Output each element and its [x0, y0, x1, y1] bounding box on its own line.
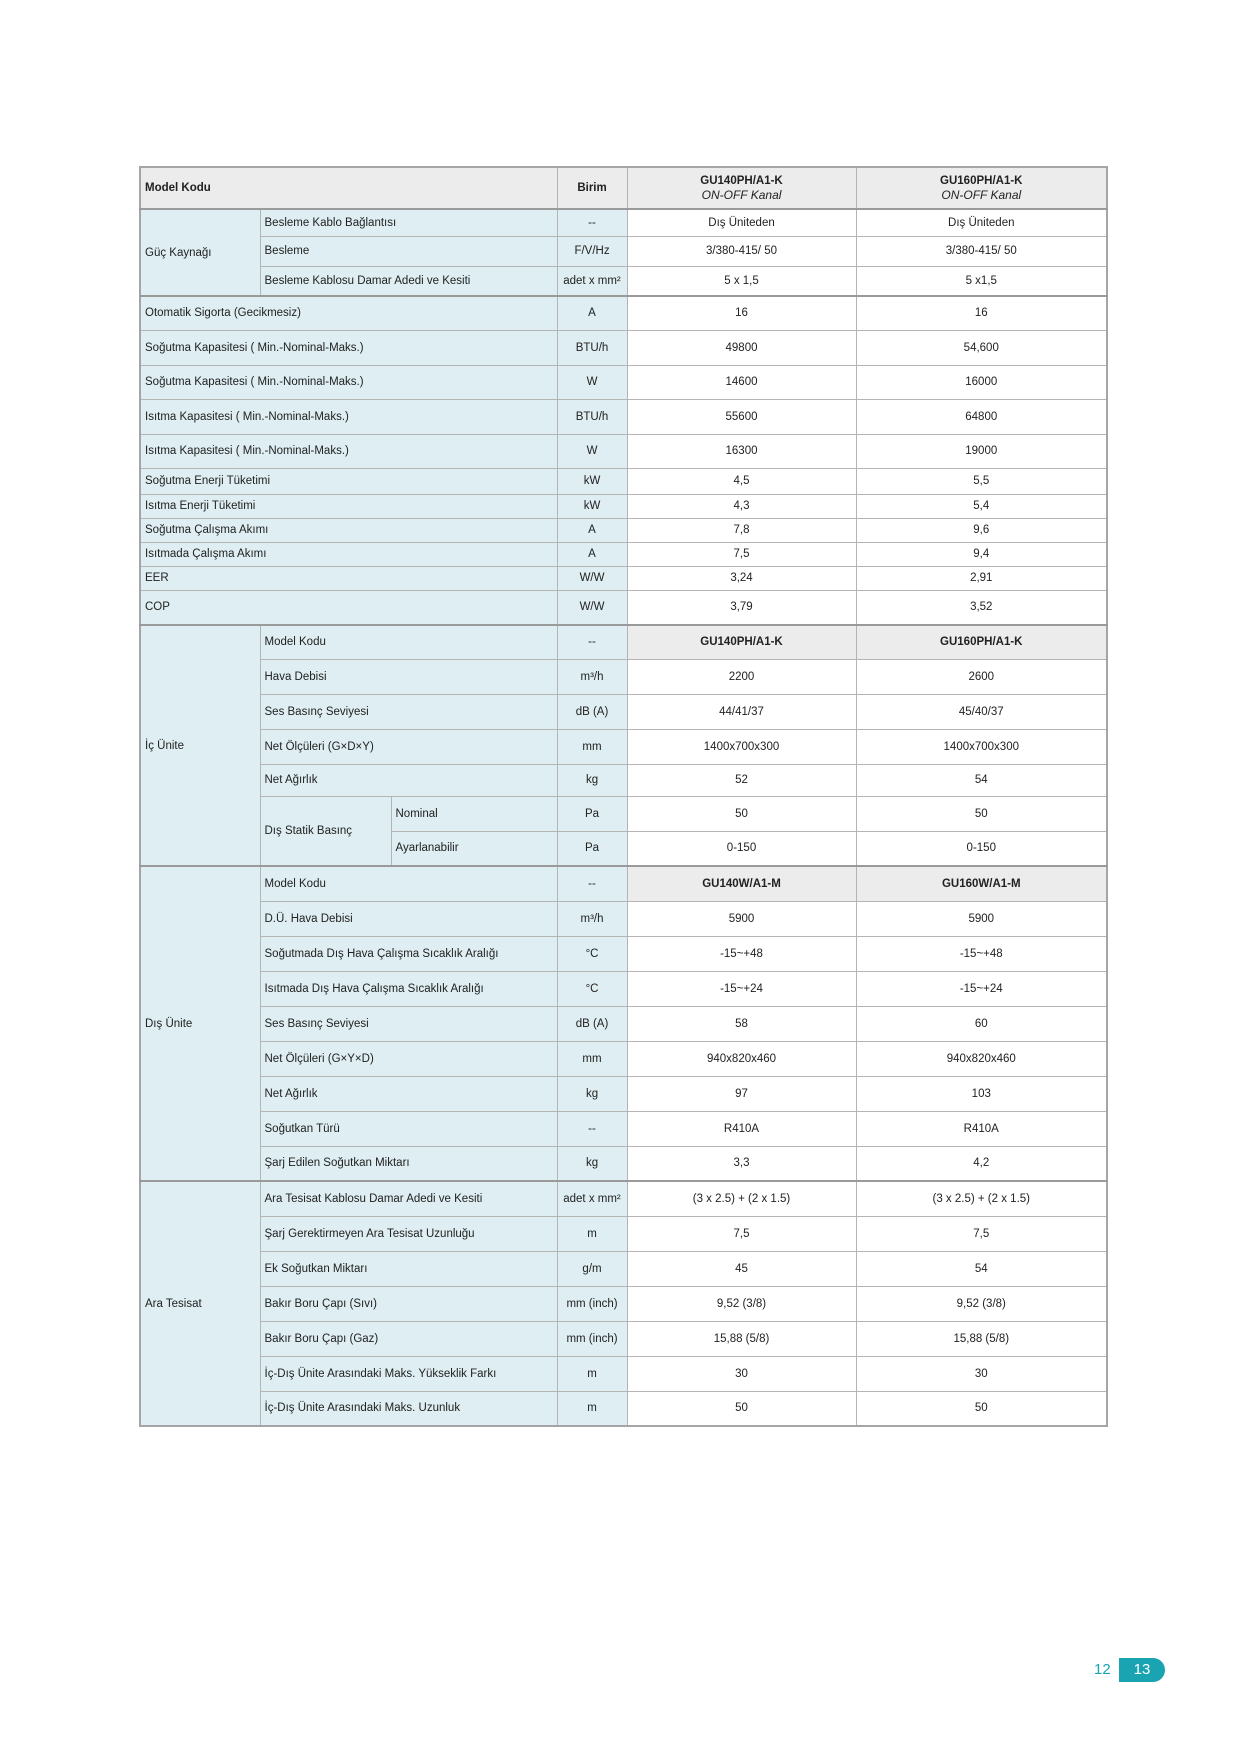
value-cell: 9,6: [856, 518, 1107, 542]
model-2-header: [856, 167, 1107, 209]
unit-cell: kW: [557, 494, 627, 518]
row-label: Model Kodu: [260, 866, 557, 901]
value-cell: 7,8: [627, 518, 856, 542]
value-cell: 7,5: [627, 1216, 856, 1251]
unit-cell: A: [557, 542, 627, 566]
row-label: Dış Statik Basınç: [260, 796, 391, 866]
value-cell: 7,5: [627, 542, 856, 566]
row-label: Soğutmada Dış Hava Çalışma Sıcaklık Aralığı: [260, 936, 557, 971]
value-cell: 16300: [627, 434, 856, 468]
row-label: Ses Basınç Seviyesi: [260, 694, 557, 729]
value-cell: 2,91: [856, 566, 1107, 590]
value-cell: 4,5: [627, 468, 856, 494]
table-row: [140, 1181, 1107, 1216]
table-row: [140, 1251, 1107, 1286]
row-label: Soğutma Kapasitesi ( Min.-Nominal-Maks.): [140, 330, 557, 365]
table-row: [140, 330, 1107, 365]
value-cell: R410A: [856, 1111, 1107, 1146]
table-row: [140, 365, 1107, 399]
value-cell: 940x820x460: [856, 1041, 1107, 1076]
row-label: Besleme: [260, 236, 557, 266]
row-label: Ek Soğutkan Miktarı: [260, 1251, 557, 1286]
value-cell: 3,24: [627, 566, 856, 590]
row-label: Ses Basınç Seviyesi: [260, 1006, 557, 1041]
value-cell: 30: [856, 1356, 1107, 1391]
unit-cell: A: [557, 296, 627, 330]
unit-cell: g/m: [557, 1251, 627, 1286]
value-cell: 4,2: [856, 1146, 1107, 1181]
value-cell: 0-150: [856, 831, 1107, 866]
value-cell: -15~+48: [856, 936, 1107, 971]
value-cell: 60: [856, 1006, 1107, 1041]
row-label: Isıtmada Çalışma Akımı: [140, 542, 557, 566]
value-cell: 52: [627, 764, 856, 796]
row-label: Net Ağırlık: [260, 1076, 557, 1111]
row-label: COP: [140, 590, 557, 625]
category-cell: İç Ünite: [140, 625, 260, 866]
value-cell: 14600: [627, 365, 856, 399]
specification-table-body: [140, 167, 1107, 1426]
row-label: Isıtma Kapasitesi ( Min.-Nominal-Maks.): [140, 399, 557, 434]
value-cell: 16000: [856, 365, 1107, 399]
table-row: [140, 866, 1107, 901]
value-cell: 2600: [856, 659, 1107, 694]
row-label: Soğutma Enerji Tüketimi: [140, 468, 557, 494]
table-row: [140, 590, 1107, 625]
model-code-cell: GU140PH/A1-K: [627, 625, 856, 659]
value-cell: 44/41/37: [627, 694, 856, 729]
unit-cell: mm (inch): [557, 1286, 627, 1321]
value-cell: 5900: [856, 901, 1107, 936]
table-row: [140, 971, 1107, 1006]
table-row: [140, 694, 1107, 729]
value-cell: 55600: [627, 399, 856, 434]
value-cell: Dış Üniteden: [627, 209, 856, 236]
unit-cell: °C: [557, 971, 627, 1006]
model-code-cell: GU160W/A1-M: [856, 866, 1107, 901]
value-cell: 50: [856, 796, 1107, 831]
table-row: [140, 901, 1107, 936]
value-cell: 45: [627, 1251, 856, 1286]
row-label: Hava Debisi: [260, 659, 557, 694]
row-label: EER: [140, 566, 557, 590]
table-row: [140, 1111, 1107, 1146]
value-cell: 58: [627, 1006, 856, 1041]
row-label: Net Ölçüleri (G×Y×D): [260, 1041, 557, 1076]
value-cell: 940x820x460: [627, 1041, 856, 1076]
table-row: [140, 236, 1107, 266]
model-1-type: ON-OFF Kanal: [701, 187, 782, 202]
unit-cell: °C: [557, 936, 627, 971]
row-label: Isıtmada Dış Hava Çalışma Sıcaklık Aralığı: [260, 971, 557, 1006]
table-row: [140, 1321, 1107, 1356]
table-row: [140, 796, 1107, 831]
value-cell: 5 x 1,5: [627, 266, 856, 296]
row-label: Soğutma Kapasitesi ( Min.-Nominal-Maks.): [140, 365, 557, 399]
unit-cell: Pa: [557, 831, 627, 866]
unit-cell: kg: [557, 1076, 627, 1111]
unit-cell: F/V/Hz: [557, 236, 627, 266]
value-cell: 4,3: [627, 494, 856, 518]
row-label: D.Ü. Hava Debisi: [260, 901, 557, 936]
table-row: [140, 1216, 1107, 1251]
unit-cell: W/W: [557, 566, 627, 590]
row-label: Net Ağırlık: [260, 764, 557, 796]
value-cell: 16: [856, 296, 1107, 330]
unit-cell: BTU/h: [557, 399, 627, 434]
value-cell: 5900: [627, 901, 856, 936]
value-cell: 9,52 (3/8): [856, 1286, 1107, 1321]
table-row: [140, 625, 1107, 659]
value-cell: 97: [627, 1076, 856, 1111]
row-label: Isıtma Enerji Tüketimi: [140, 494, 557, 518]
row-label: Net Ölçüleri (G×D×Y): [260, 729, 557, 764]
model-code-cell: GU160PH/A1-K: [856, 625, 1107, 659]
table-row: [140, 468, 1107, 494]
row-label: Model Kodu: [260, 625, 557, 659]
table-row: [140, 1076, 1107, 1111]
table-row: [140, 1146, 1107, 1181]
table-row: [140, 296, 1107, 330]
table-row: [140, 494, 1107, 518]
row-label: İç-Dış Ünite Arasındaki Maks. Yükseklik Farkı: [260, 1356, 557, 1391]
value-cell: -15~+24: [856, 971, 1107, 1006]
table-row: [140, 764, 1107, 796]
unit-cell: dB (A): [557, 1006, 627, 1041]
value-cell: 3/380-415/ 50: [856, 236, 1107, 266]
page-numbers: [1090, 1658, 1174, 1682]
value-cell: (3 x 2.5) + (2 x 1.5): [856, 1181, 1107, 1216]
unit-cell: --: [557, 625, 627, 659]
model-1-code: GU140PH/A1-K: [700, 174, 783, 187]
row-label: Soğutma Çalışma Akımı: [140, 518, 557, 542]
unit-cell: adet x mm²: [557, 266, 627, 296]
value-cell: 103: [856, 1076, 1107, 1111]
category-cell: Güç Kaynağı: [140, 209, 260, 296]
row-label: Otomatik Sigorta (Gecikmesiz): [140, 296, 557, 330]
unit-cell: --: [557, 866, 627, 901]
unit-cell: BTU/h: [557, 330, 627, 365]
value-cell: 16: [627, 296, 856, 330]
value-cell: 7,5: [856, 1216, 1107, 1251]
unit-cell: Pa: [557, 796, 627, 831]
table-row: [140, 518, 1107, 542]
value-cell: 5,4: [856, 494, 1107, 518]
value-cell: Dış Üniteden: [856, 209, 1107, 236]
table-row: [140, 399, 1107, 434]
unit-cell: W/W: [557, 590, 627, 625]
value-cell: 19000: [856, 434, 1107, 468]
unit-cell: dB (A): [557, 694, 627, 729]
row-label: Bakır Boru Çapı (Sıvı): [260, 1286, 557, 1321]
row-label: Ara Tesisat Kablosu Damar Adedi ve Kesiti: [260, 1181, 557, 1216]
row-label: Isıtma Kapasitesi ( Min.-Nominal-Maks.): [140, 434, 557, 468]
row-label: Bakır Boru Çapı (Gaz): [260, 1321, 557, 1356]
value-cell: 30: [627, 1356, 856, 1391]
value-cell: 49800: [627, 330, 856, 365]
value-cell: 50: [627, 1391, 856, 1426]
unit-cell: mm: [557, 729, 627, 764]
unit-cell: kg: [557, 764, 627, 796]
page-number-left: 12: [1094, 1661, 1111, 1678]
model-code-header: Model Kodu: [140, 167, 557, 209]
value-cell: 3,52: [856, 590, 1107, 625]
unit-cell: --: [557, 1111, 627, 1146]
sub-row-label: Ayarlanabilir: [391, 831, 557, 866]
value-cell: 50: [856, 1391, 1107, 1426]
table-row: [140, 209, 1107, 236]
value-cell: 9,52 (3/8): [627, 1286, 856, 1321]
table-row: [140, 729, 1107, 764]
unit-cell: m: [557, 1216, 627, 1251]
table-header-row: [140, 167, 1107, 209]
value-cell: 5 x1,5: [856, 266, 1107, 296]
unit-cell: mm (inch): [557, 1321, 627, 1356]
page-number-right: 13: [1119, 1658, 1165, 1682]
value-cell: 3,79: [627, 590, 856, 625]
row-label: Besleme Kablosu Damar Adedi ve Kesiti: [260, 266, 557, 296]
unit-cell: m: [557, 1391, 627, 1426]
table-row: [140, 1006, 1107, 1041]
value-cell: (3 x 2.5) + (2 x 1.5): [627, 1181, 856, 1216]
unit-cell: A: [557, 518, 627, 542]
model-code-cell: GU140W/A1-M: [627, 866, 856, 901]
unit-cell: kg: [557, 1146, 627, 1181]
value-cell: 1400x700x300: [856, 729, 1107, 764]
table-row: [140, 1286, 1107, 1321]
unit-cell: kW: [557, 468, 627, 494]
value-cell: 15,88 (5/8): [627, 1321, 856, 1356]
row-label: Besleme Kablo Bağlantısı: [260, 209, 557, 236]
unit-cell: W: [557, 365, 627, 399]
category-cell: Ara Tesisat: [140, 1181, 260, 1426]
value-cell: 45/40/37: [856, 694, 1107, 729]
table-row: [140, 1391, 1107, 1426]
table-row: [140, 1356, 1107, 1391]
model-2-type: ON-OFF Kanal: [941, 187, 1022, 202]
table-row: [140, 434, 1107, 468]
unit-cell: m³/h: [557, 659, 627, 694]
unit-cell: W: [557, 434, 627, 468]
specification-table: [139, 166, 1108, 1427]
table-row: [140, 542, 1107, 566]
unit-cell: m: [557, 1356, 627, 1391]
value-cell: 3,3: [627, 1146, 856, 1181]
value-cell: 54: [856, 1251, 1107, 1286]
category-cell: Dış Ünite: [140, 866, 260, 1181]
value-cell: 2200: [627, 659, 856, 694]
value-cell: 15,88 (5/8): [856, 1321, 1107, 1356]
unit-cell: mm: [557, 1041, 627, 1076]
value-cell: 0-150: [627, 831, 856, 866]
value-cell: 9,4: [856, 542, 1107, 566]
table-row: [140, 266, 1107, 296]
table-row: [140, 566, 1107, 590]
value-cell: 1400x700x300: [627, 729, 856, 764]
model-2-code: GU160PH/A1-K: [940, 174, 1023, 187]
row-label: Şarj Gerektirmeyen Ara Tesisat Uzunluğu: [260, 1216, 557, 1251]
row-label: Soğutkan Türü: [260, 1111, 557, 1146]
value-cell: 64800: [856, 399, 1107, 434]
row-label: Şarj Edilen Soğutkan Miktarı: [260, 1146, 557, 1181]
table-row: [140, 659, 1107, 694]
value-cell: -15~+48: [627, 936, 856, 971]
row-label: İç-Dış Ünite Arasındaki Maks. Uzunluk: [260, 1391, 557, 1426]
unit-cell: m³/h: [557, 901, 627, 936]
value-cell: R410A: [627, 1111, 856, 1146]
value-cell: 3/380-415/ 50: [627, 236, 856, 266]
unit-cell: adet x mm²: [557, 1181, 627, 1216]
value-cell: 54: [856, 764, 1107, 796]
unit-cell: --: [557, 209, 627, 236]
model-1-header: [627, 167, 856, 209]
value-cell: 54,600: [856, 330, 1107, 365]
table-row: [140, 1041, 1107, 1076]
sub-row-label: Nominal: [391, 796, 557, 831]
unit-header: Birim: [557, 167, 627, 209]
value-cell: -15~+24: [627, 971, 856, 1006]
value-cell: 5,5: [856, 468, 1107, 494]
value-cell: 50: [627, 796, 856, 831]
table-row: [140, 936, 1107, 971]
